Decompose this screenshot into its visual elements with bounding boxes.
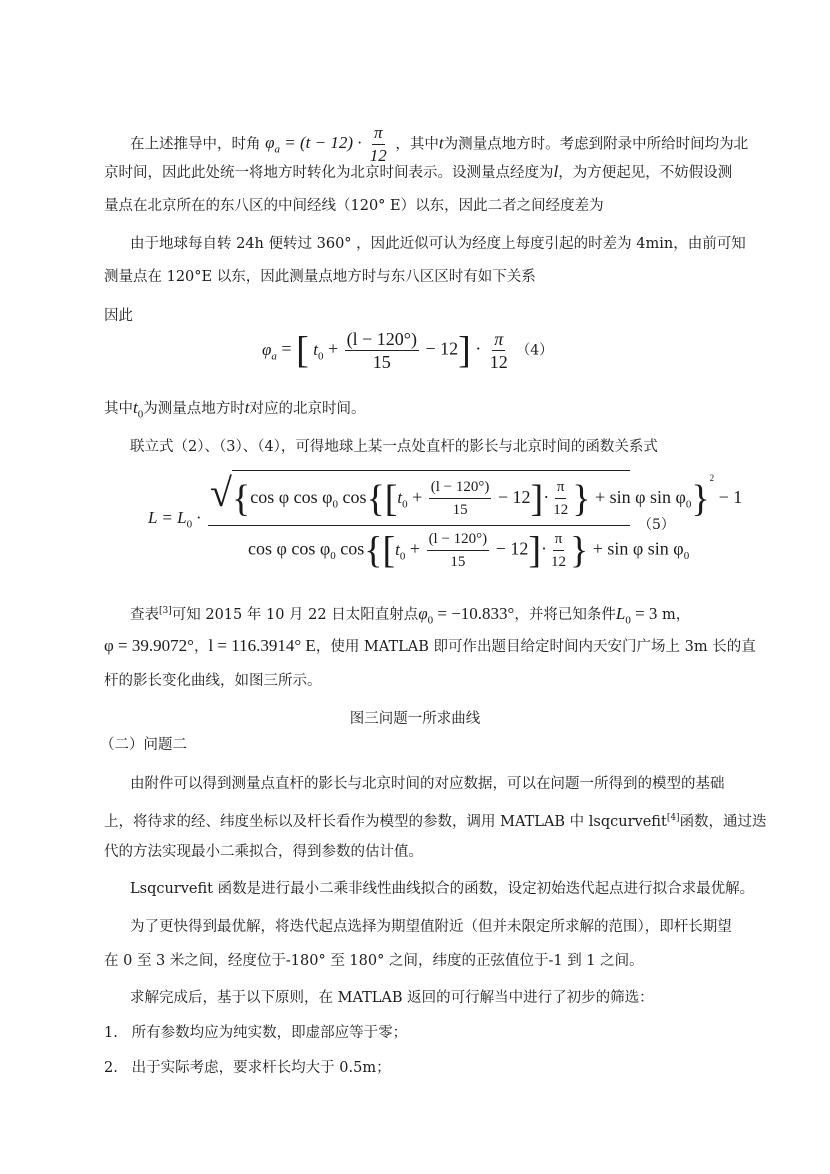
text: 所有参数均应为纯实数，即虚部应等于零； — [131, 1025, 408, 1041]
text: π — [555, 476, 567, 499]
text: = −10.833° — [433, 603, 515, 623]
text: ， — [193, 639, 209, 655]
text: = — [276, 338, 297, 359]
text: ，其中 — [395, 136, 439, 153]
text: cos — [335, 538, 365, 559]
text: 出于实际考虑，要求杆长均大于 0.5m； — [131, 1060, 391, 1076]
text: a — [274, 143, 281, 156]
text: l — [553, 162, 559, 181]
text: 上，将待求的经、纬度坐标以及杆长看作为模型的参数，调用 MATLAB 中 lsqcurvefit — [104, 813, 667, 830]
hour-angle-formula — [265, 123, 391, 165]
text: − 12 — [420, 338, 459, 359]
text: + — [407, 487, 427, 507]
paragraph-line — [104, 636, 756, 657]
numerator: √{cos φ $\cos \varphi_0$ $\cos\{[t_0$ + $\frac{(l - 120^\circ)}{15}$ − 12]· $\frac{\pi}{12}$ } + sin φ $\sin \varphi_0\}^2 - 1$ — [210, 470, 743, 520]
text: (l − 120°) — [429, 476, 492, 499]
equation-label: （5） — [638, 517, 675, 533]
text: 函数，通过迭 — [679, 813, 767, 830]
text: t — [133, 398, 138, 417]
text: t — [313, 339, 318, 359]
text: φ = 39.9072° — [104, 636, 194, 655]
list-number: 1. — [104, 1025, 118, 1041]
text: 为测量点地方时 — [143, 401, 245, 417]
text: 15 — [450, 554, 466, 570]
text: 0 — [317, 350, 324, 363]
text: 0 — [685, 498, 692, 511]
text: ，使用 MATLAB 即可作出题目给定时间内天安门广场上 3m 长的直 — [315, 639, 756, 655]
text: L = L — [148, 508, 187, 527]
paragraph-line: 联立式（2）、（3）、（4），可得地球上某一点处直杆的影长与北京时间的函数关系式 — [130, 439, 658, 455]
paragraph-line — [130, 122, 755, 167]
text: 0 — [683, 550, 690, 563]
paragraph-line: 杆的影长变化曲线，如图三所示。 — [104, 673, 322, 689]
text: π — [494, 329, 504, 349]
paragraph-line: 因此 — [104, 308, 133, 324]
equation-label: （4） — [516, 342, 554, 359]
text: cos φ cos φ — [250, 487, 333, 507]
section-heading: （二）问题二 — [100, 737, 187, 753]
denominator: cos φ $\cos \varphi_0$ $\cos\{[t_0$ + $\frac{(l - 120^\circ)}{15}$ − 12]· $\frac{\pi}{12}$ } + sin φ $\sin \varphi_0$ — [248, 529, 690, 572]
text: a — [271, 350, 277, 363]
fraction — [368, 122, 389, 167]
text: π — [372, 122, 385, 145]
text: t — [438, 133, 444, 153]
text: t — [244, 398, 250, 417]
figure-caption: 图三问题一所求曲线 — [349, 711, 481, 727]
paragraph-line: 量点在北京所在的东八区的中间经线（120° E）以东，因此二者之间经度差为 — [104, 198, 604, 214]
text: · — [470, 338, 486, 359]
text: + sin φ sin φ — [588, 538, 684, 559]
text: m， — [657, 606, 691, 623]
list-number: 2. — [104, 1060, 118, 1076]
text: 0 — [330, 550, 336, 563]
paragraph-line: 由于地球每自转 24h 便转过 360° ，因此近似可认为经度上每度引起的时差为 4min，由前可知 — [130, 236, 746, 252]
text: 12 — [553, 502, 569, 519]
text: l = 116.3914° E — [208, 636, 316, 655]
text: φ — [265, 133, 275, 153]
text: 12 — [489, 352, 508, 372]
text: ，并将已知条件 — [514, 606, 616, 623]
text: + — [323, 338, 343, 359]
paragraph-line: 由附件可以得到测量点直杆的影长与北京时间的对应数据，可以在问题一所得到的模型的基础 — [130, 776, 725, 792]
text: 2 — [709, 473, 715, 483]
text: cos — [337, 487, 367, 507]
text: − 12 — [491, 538, 529, 559]
text: 15 — [452, 502, 468, 519]
text: = (t − 12) · — [280, 133, 366, 153]
text: cos φ cos φ — [248, 538, 331, 559]
paragraph-line: 在 0 至 3 米之间，经度位于-180° 至 180° 之间，纬度的正弦值位于-1 到 1 之间。 — [104, 953, 644, 969]
text: − 12 — [493, 487, 531, 507]
paragraph-line: 查表[3]可知 2015 年 10 月 22 日太阳直射点$\varphi_0 = -10.833^\circ$，并将已知条件$L_0 = 3$ m， — [130, 603, 691, 627]
text: ，为方便起见，不妨假设测 — [558, 165, 733, 181]
text: π — [553, 528, 565, 551]
paragraph-line — [104, 808, 767, 832]
text: φ — [262, 339, 272, 359]
text: 查表 — [130, 606, 159, 623]
fraction-bar — [208, 525, 630, 526]
list-item — [104, 1023, 729, 1043]
text: + sin φ sin φ — [590, 487, 686, 507]
text: 为测量点地方时。考虑到附录中所给时间均为北 — [443, 136, 749, 153]
paragraph-line: Lsqcurvefit 函数是进行最小二乘非线性曲线拟合的函数，设定初始迭代起点进行拟合求最优解。 — [130, 881, 755, 897]
paragraph-line: 代的方法实现最小二乘拟合，得到参数的估计值。 — [104, 844, 423, 860]
text: 对应的北京时间。 — [249, 401, 366, 417]
text: 可知 2015 年 10 月 22 日太阳直射点 — [171, 606, 419, 623]
text: 15 — [372, 352, 391, 372]
text: (l − 120°) — [346, 329, 417, 349]
text: · — [192, 508, 201, 527]
text: 在上述推导中，时角 — [130, 136, 261, 153]
text: 0 — [332, 498, 338, 511]
equation-4: $\varphi_a$ = [ $t_0$ + $\frac{(l - 120^\circ)}{15}$ − 12] · $\frac{\pi}{12}$ （4） — [262, 329, 554, 372]
equation-5 — [148, 470, 743, 580]
text: 0 — [137, 408, 144, 421]
text: 京时间，因此此处统一将地方时转化为北京时间表示。设测量点经度为 — [104, 165, 554, 181]
citation: [4] — [666, 813, 680, 823]
text: (l − 120°) — [427, 528, 490, 551]
paragraph-line — [104, 398, 729, 424]
citation: [3] — [159, 606, 172, 616]
paragraph-line: 为了更快得到最优解，将迭代起点选择为期望值附近（但并未限定所求解的范围），即杆长期望 — [130, 919, 732, 935]
paragraph-line: 测量点在 120°E 以东，因此测量点地方时与东八区区时有如下关系 — [104, 269, 536, 285]
text: + — [405, 538, 425, 559]
text: = 3 — [630, 603, 658, 623]
text: − 1 — [714, 487, 743, 507]
text: 其中 — [104, 401, 133, 417]
paragraph-line — [104, 162, 733, 183]
paragraph-line: 求解完成后，基于以下原则，在 MATLAB 返回的可行解当中进行了初步的筛选： — [130, 990, 654, 1006]
text: 0 — [186, 518, 193, 531]
text: 12 — [369, 146, 387, 165]
list-item — [104, 1058, 729, 1078]
text: 12 — [551, 554, 566, 570]
